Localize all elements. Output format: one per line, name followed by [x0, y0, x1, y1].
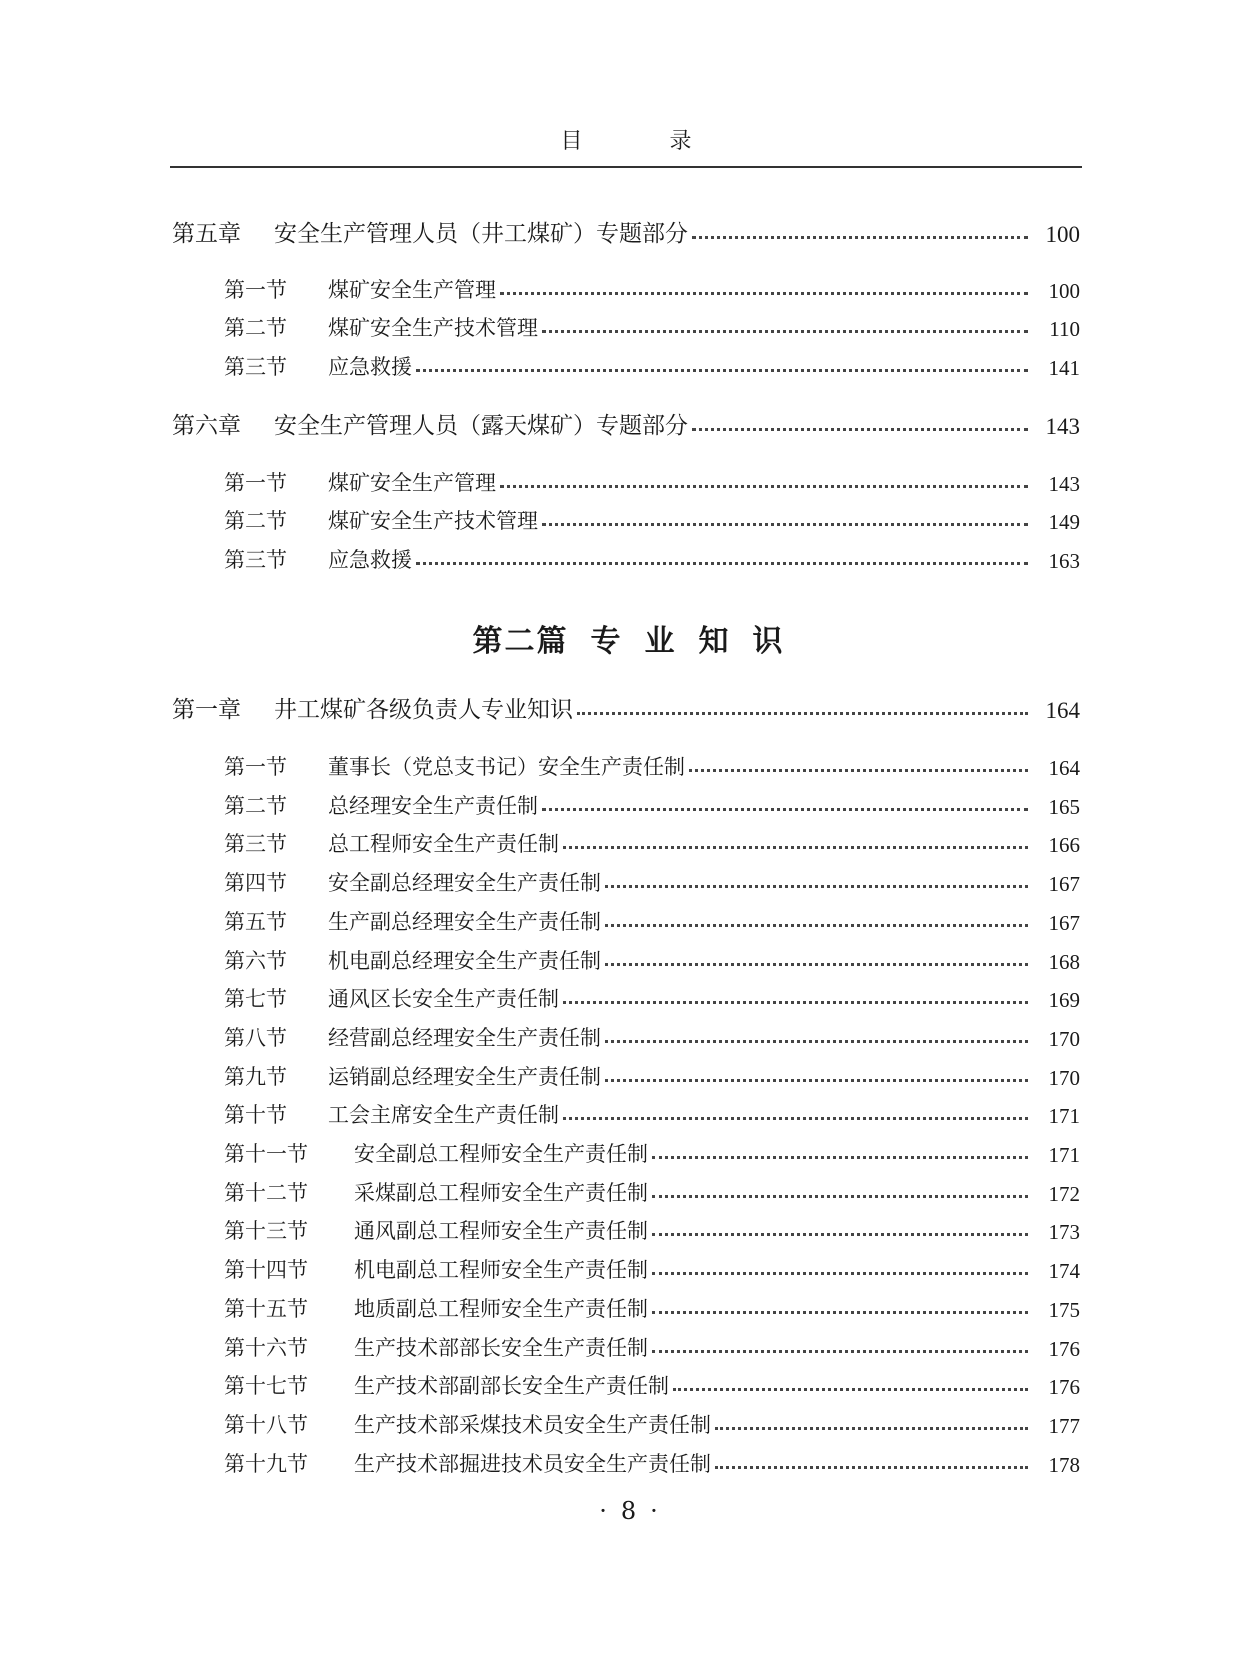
section-title: 机电副总工程师安全生产责任制	[354, 1258, 648, 1282]
toc-section[interactable]	[0, 1287, 1257, 1323]
page-footer	[0, 1497, 1257, 1525]
section-title: 通风区长安全生产责任制	[328, 987, 559, 1011]
section-page: 174	[1048, 1259, 1080, 1283]
section-page: 176	[1048, 1337, 1080, 1361]
section-page: 143	[1048, 472, 1080, 496]
dot-leader	[605, 924, 1028, 927]
toc-chapter-5[interactable]	[0, 212, 1257, 248]
footer-dot: ·	[650, 1497, 658, 1525]
section-number: 第十四节	[224, 1258, 308, 1282]
chapter-title: 井工煤矿各级负责人专业知识	[274, 697, 573, 723]
dot-leader	[652, 1195, 1028, 1198]
section-number: 第五节	[224, 910, 287, 934]
section-page: 172	[1048, 1182, 1080, 1206]
section-page: 165	[1048, 795, 1080, 819]
toc-section[interactable]	[0, 822, 1257, 858]
dot-leader	[416, 562, 1028, 565]
dot-leader	[563, 1001, 1028, 1004]
dot-leader	[605, 1079, 1028, 1082]
toc-chapter-1[interactable]	[0, 688, 1257, 724]
toc-section[interactable]	[0, 1364, 1257, 1400]
dot-leader	[692, 236, 1028, 239]
dot-leader	[715, 1427, 1028, 1430]
section-number: 第十三节	[224, 1219, 308, 1243]
dot-leader	[542, 330, 1028, 333]
section-page: 149	[1048, 510, 1080, 534]
toc-section[interactable]	[0, 268, 1257, 304]
part-title	[0, 616, 1257, 660]
dot-leader	[652, 1311, 1028, 1314]
section-page: 175	[1048, 1298, 1080, 1322]
section-title: 采煤副总工程师安全生产责任制	[354, 1181, 648, 1205]
section-number: 第十八节	[224, 1413, 308, 1437]
toc-section[interactable]	[0, 1248, 1257, 1284]
section-page: 141	[1048, 356, 1080, 380]
section-title: 机电副总经理安全生产责任制	[328, 949, 601, 973]
part-number: 第二篇	[472, 624, 569, 659]
toc-section[interactable]	[0, 461, 1257, 497]
section-title: 煤矿安全生产技术管理	[328, 316, 538, 340]
section-title: 通风副总工程师安全生产责任制	[354, 1219, 648, 1243]
section-page: 171	[1048, 1143, 1080, 1167]
toc-section[interactable]	[0, 1209, 1257, 1245]
section-page: 100	[1048, 279, 1080, 303]
section-title: 煤矿安全生产管理	[328, 278, 496, 302]
section-number: 第八节	[224, 1026, 287, 1050]
part-title-char: 专	[590, 624, 623, 659]
section-title: 安全副总经理安全生产责任制	[328, 871, 601, 895]
toc-section[interactable]	[0, 1132, 1257, 1168]
dot-leader	[715, 1466, 1028, 1469]
dot-leader	[652, 1233, 1028, 1236]
toc-section[interactable]	[0, 1326, 1257, 1362]
header-title-left: 目	[560, 129, 583, 154]
section-title: 应急救援	[328, 355, 412, 379]
toc-section[interactable]	[0, 1171, 1257, 1207]
section-number: 第一节	[224, 755, 287, 779]
section-page: 110	[1049, 317, 1080, 341]
section-title: 总工程师安全生产责任制	[328, 832, 559, 856]
section-number: 第三节	[224, 548, 287, 572]
header-rule	[170, 166, 1082, 168]
toc-section[interactable]	[0, 784, 1257, 820]
dot-leader	[652, 1272, 1028, 1275]
chapter-number: 第一章	[172, 697, 241, 723]
chapter-page: 100	[1045, 222, 1080, 247]
section-page: 169	[1048, 988, 1080, 1012]
section-page: 167	[1048, 911, 1080, 935]
section-title: 生产技术部副部长安全生产责任制	[354, 1374, 669, 1398]
section-number: 第六节	[224, 949, 287, 973]
section-page: 176	[1048, 1375, 1080, 1399]
chapter-title: 安全生产管理人员（井工煤矿）专题部分	[274, 221, 688, 247]
section-title: 地质副总工程师安全生产责任制	[354, 1297, 648, 1321]
section-page: 168	[1048, 950, 1080, 974]
dot-leader	[692, 428, 1028, 431]
section-number: 第十二节	[224, 1181, 308, 1205]
dot-leader	[605, 963, 1028, 966]
chapter-page: 164	[1045, 698, 1080, 723]
section-title: 运销副总经理安全生产责任制	[328, 1065, 601, 1089]
footer-dot: ·	[599, 1497, 607, 1525]
section-title: 安全副总工程师安全生产责任制	[354, 1142, 648, 1166]
dot-leader	[563, 1117, 1028, 1120]
section-page: 170	[1048, 1027, 1080, 1051]
toc-section[interactable]	[0, 939, 1257, 975]
section-number: 第十一节	[224, 1142, 308, 1166]
toc-section[interactable]	[0, 1093, 1257, 1129]
dot-leader	[500, 485, 1028, 488]
section-number: 第二节	[224, 316, 287, 340]
dot-leader	[652, 1156, 1028, 1159]
toc-section[interactable]	[0, 977, 1257, 1013]
section-number: 第十九节	[224, 1452, 308, 1476]
part-title-char: 知	[698, 624, 731, 659]
toc-section[interactable]	[0, 745, 1257, 781]
section-page: 166	[1048, 833, 1080, 857]
dot-leader	[673, 1388, 1028, 1391]
section-page: 167	[1048, 872, 1080, 896]
section-number: 第十节	[224, 1103, 287, 1127]
toc-section[interactable]	[0, 499, 1257, 535]
dot-leader	[577, 712, 1028, 715]
dot-leader	[563, 846, 1028, 849]
section-title: 经营副总经理安全生产责任制	[328, 1026, 601, 1050]
section-number: 第一节	[224, 471, 287, 495]
chapter-title: 安全生产管理人员（露天煤矿）专题部分	[274, 413, 688, 439]
part-title-char: 识	[752, 624, 785, 659]
dot-leader	[652, 1350, 1028, 1353]
toc-section[interactable]	[0, 345, 1257, 381]
section-page: 171	[1048, 1104, 1080, 1128]
section-page: 164	[1048, 756, 1080, 780]
section-title: 生产技术部采煤技术员安全生产责任制	[354, 1413, 711, 1437]
section-title: 生产副总经理安全生产责任制	[328, 910, 601, 934]
toc-section[interactable]	[0, 900, 1257, 936]
section-page: 163	[1048, 549, 1080, 573]
section-number: 第二节	[224, 794, 287, 818]
dot-leader	[605, 1040, 1028, 1043]
dot-leader	[605, 885, 1028, 888]
section-title: 煤矿安全生产管理	[328, 471, 496, 495]
section-title: 生产技术部部长安全生产责任制	[354, 1336, 648, 1360]
toc-section[interactable]	[0, 538, 1257, 574]
dot-leader	[542, 523, 1028, 526]
section-number: 第十五节	[224, 1297, 308, 1321]
section-title: 生产技术部掘进技术员安全生产责任制	[354, 1452, 711, 1476]
chapter-page: 143	[1045, 414, 1080, 439]
toc-section[interactable]	[0, 861, 1257, 897]
page-header	[170, 124, 1082, 155]
dot-leader	[689, 769, 1028, 772]
section-number: 第三节	[224, 355, 287, 379]
toc-section[interactable]	[0, 306, 1257, 342]
section-page: 173	[1048, 1220, 1080, 1244]
section-page: 170	[1048, 1066, 1080, 1090]
header-title-right: 录	[669, 129, 692, 154]
section-number: 第九节	[224, 1065, 287, 1089]
section-title: 总经理安全生产责任制	[328, 794, 538, 818]
section-page: 178	[1048, 1453, 1080, 1477]
section-title: 煤矿安全生产技术管理	[328, 509, 538, 533]
dot-leader	[542, 808, 1028, 811]
section-number: 第四节	[224, 871, 287, 895]
toc-section[interactable]	[0, 1055, 1257, 1091]
chapter-number: 第六章	[172, 413, 241, 439]
toc-chapter-6[interactable]	[0, 404, 1257, 440]
section-page: 177	[1048, 1414, 1080, 1438]
toc-section[interactable]	[0, 1403, 1257, 1439]
page-number: 8	[620, 1497, 637, 1525]
toc-section[interactable]	[0, 1016, 1257, 1052]
toc-section[interactable]	[0, 1442, 1257, 1478]
section-number: 第三节	[224, 832, 287, 856]
section-title: 董事长（党总支书记）安全生产责任制	[328, 755, 685, 779]
section-number: 第十七节	[224, 1374, 308, 1398]
section-number: 第二节	[224, 509, 287, 533]
dot-leader	[500, 292, 1028, 295]
chapter-number: 第五章	[172, 221, 241, 247]
section-number: 第一节	[224, 278, 287, 302]
part-title-char: 业	[644, 624, 677, 659]
section-number: 第七节	[224, 987, 287, 1011]
section-title: 工会主席安全生产责任制	[328, 1103, 559, 1127]
section-title: 应急救援	[328, 548, 412, 572]
dot-leader	[416, 369, 1028, 372]
section-number: 第十六节	[224, 1336, 308, 1360]
